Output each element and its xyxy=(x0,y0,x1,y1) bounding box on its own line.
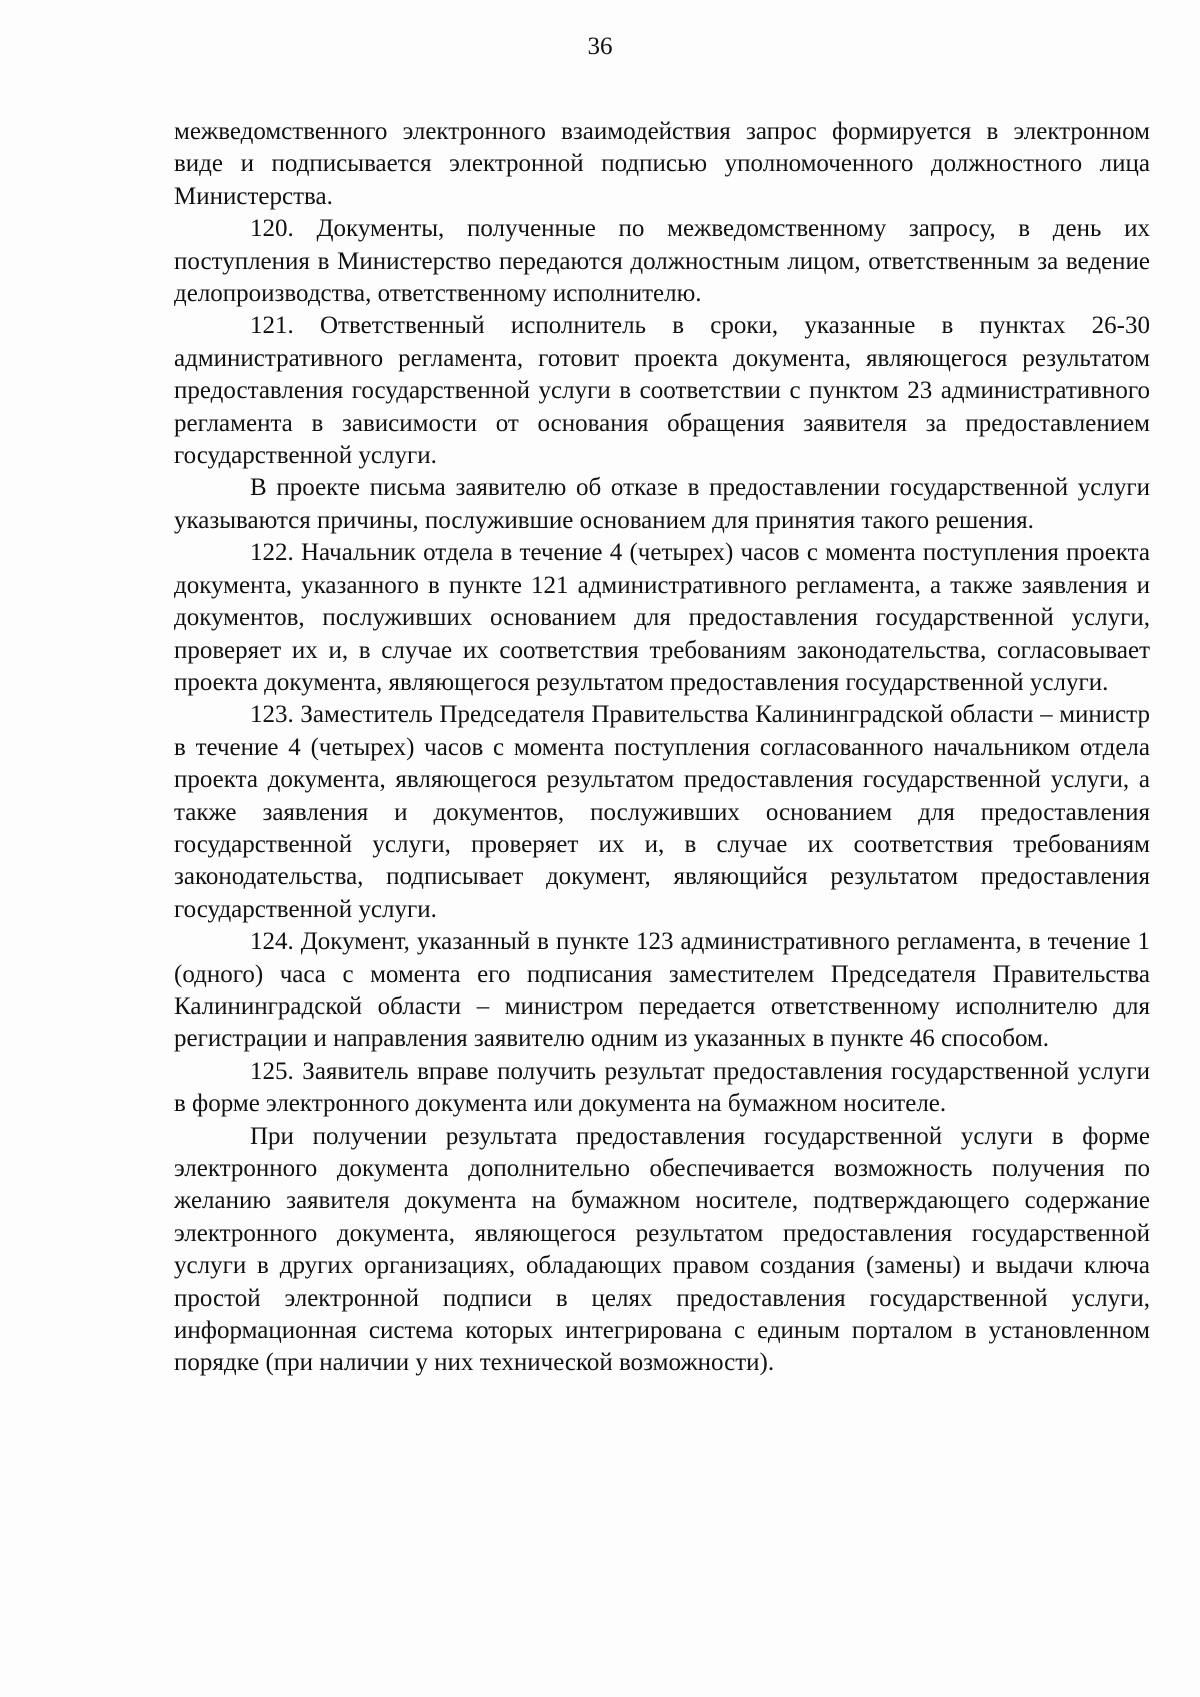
paragraph-125-electronic-document: При получении результата предоставления государственной услуги в форме электронного документа дополнительно обеспечивается возможность получения по желанию заявителя документа на бумажном носителе, подтверждающего содержание электронного документа, являющегося результатом предоставления государственной услуги в других организациях, обладающих правом создания (замены) и выдачи ключа простой электронной подписи в целях предоставления государственной услуги, информационная система которых интегрирована с единым порталом в установленном порядке (при наличии у них технической возможности). xyxy=(174,1122,1150,1377)
paragraph-123: 123. Заместитель Председателя Правительства Калининградской области – министр в течение 4 (четырех) часов с момента поступления согласованного начальником отдела проекта документа, являющегося результатом предоставления государственной услуги, а также заявления и документов, послуживших основанием для предоставления государственной услуги, проверяет их и, в случае их соответствия требованиям законодательства, подписывает документ, являющийся результатом предоставления государственной услуги. xyxy=(174,701,1150,923)
paragraph-121-refusal-letter: В проекте письма заявителю об отказе в предоставлении государственной услуги указываются причины, послужившие основанием для принятия такого решения. xyxy=(174,474,1150,534)
paragraph-121: 121. Ответственный исполнитель в сроки, указанные в пунктах 26-30 административного регламента, готовит проекта документа, являющегося результатом предоставления государственной услуги в соответствии с пунктом 23 административного регламента в зависимости от основания обращения заявителя за предоставлением государственной услуги. xyxy=(174,312,1150,470)
paragraph-continuation: межведомственного электронного взаимодействия запрос формируется в электронном виде и подписывается электронной подписью уполномоченного должностного лица Министерства. xyxy=(174,118,1150,210)
paragraph-125: 125. Заявитель вправе получить результат предоставления государственной услуги в форме электронного документа или документа на бумажном носителе. xyxy=(174,1057,1150,1118)
paragraph-120: 120. Документы, полученные по межведомственному запросу, в день их поступления в Министерство передаются должностным лицом, ответственным за ведение делопроизводства, ответственному исполнителю. xyxy=(174,215,1150,308)
paragraph-122: 122. Начальник отдела в течение 4 (четырех) часов с момента поступления проекта документа, указанного в пункте 121 административного регламента, а также заявления и документов, послуживших основанием для предоставления государственной услуги, проверяет их и, в случае их соответствия требованиям законодательства, согласовывает проекта документа, являющегося результатом предоставления государственной услуги. xyxy=(174,539,1150,696)
page-number: 36 xyxy=(587,33,613,60)
paragraph-124: 124. Документ, указанный в пункте 123 административного регламента, в течение 1 (одного) часа с момента его подписания заместителем Председателя Правительства Калининградской области – министром передается ответственному исполнителю для регистрации и направления заявителю одним из указанных в пункте 46 способом. xyxy=(174,928,1150,1053)
document-body xyxy=(174,116,1150,1380)
